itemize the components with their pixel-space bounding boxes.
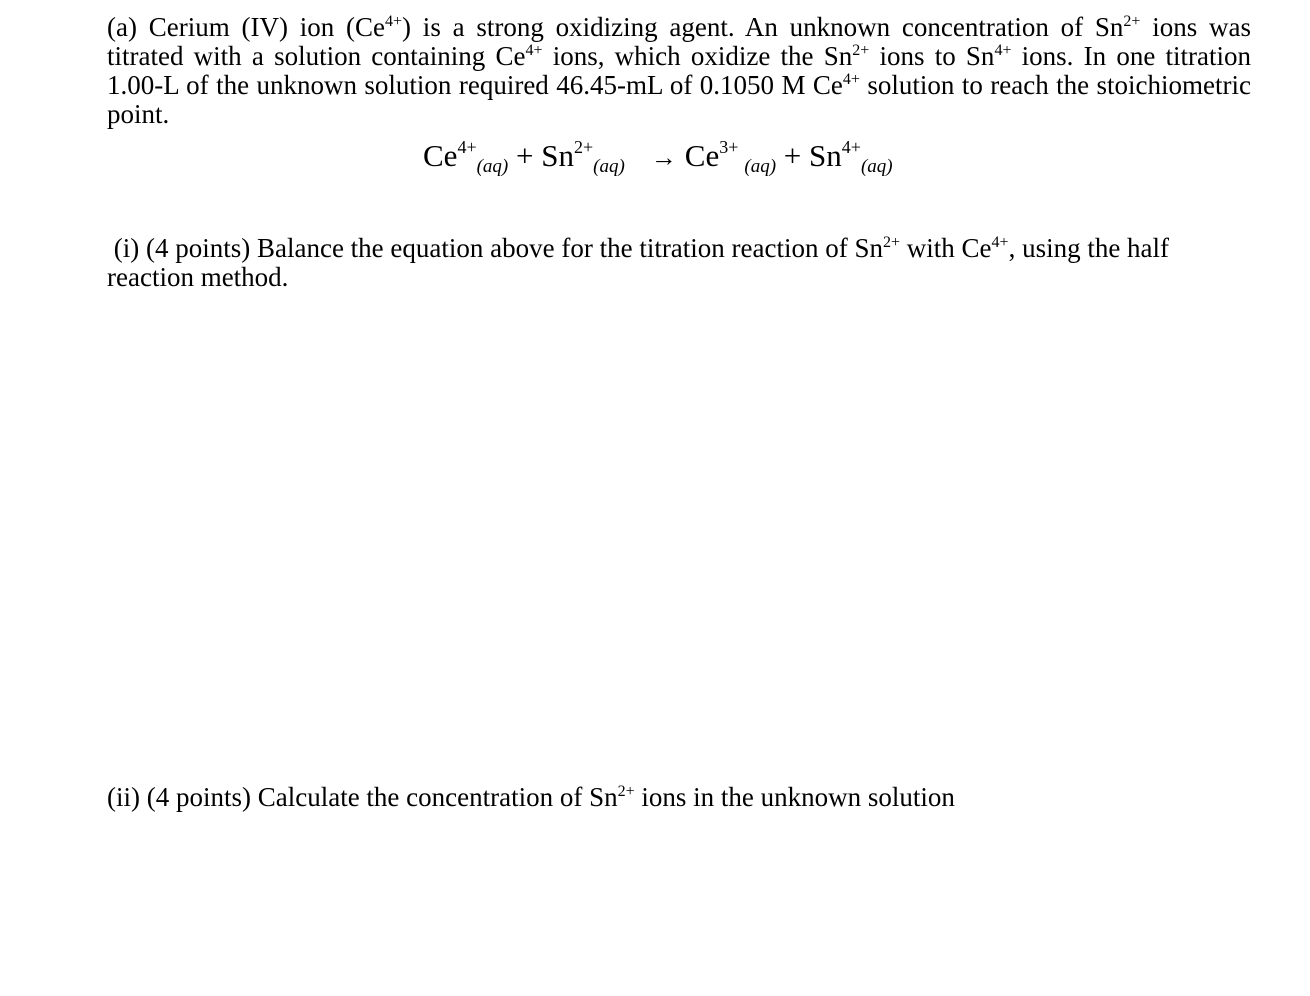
reactant-ce: Ce <box>423 138 458 173</box>
charge-superscript: 2+ <box>1123 13 1141 30</box>
text-run: (i) (4 points) Balance the equation above for the titration reaction of Sn <box>107 233 883 263</box>
charge-superscript: 2+ <box>573 137 594 157</box>
charge-superscript: 4+ <box>842 71 860 88</box>
plus-sign: + <box>776 138 810 173</box>
charge-superscript: 3+ <box>719 137 739 157</box>
charge-superscript: 4+ <box>991 234 1009 251</box>
state-label: (aq) <box>476 156 509 177</box>
text-run: solution to reach the stoichiometric point. <box>107 70 1251 129</box>
text-run: ions was titrated with a solution containing Ce <box>107 12 1251 71</box>
text-run: , using the half reaction method. <box>107 233 1170 292</box>
charge-superscript: 2+ <box>852 42 870 59</box>
text-run: ions. In one titration 1.00-L of the unknown solution required 46.45-mL of 0.1050 M Ce <box>107 41 1252 100</box>
reactant-sn: Sn <box>541 138 574 173</box>
charge-superscript: 2+ <box>617 783 635 800</box>
text-run: with Ce <box>900 233 992 263</box>
question-part-ii <box>107 783 1251 812</box>
text-run: ions, which oxidize the Sn <box>542 41 853 71</box>
text-run: ) is a strong oxidizing agent. An unknown concentration of Sn <box>402 12 1124 42</box>
charge-superscript: 4+ <box>525 42 543 59</box>
plus-sign: + <box>508 138 542 173</box>
product-ce: Ce <box>684 138 720 173</box>
product-sn: Sn <box>809 138 842 173</box>
state-label: (aq) <box>744 156 777 177</box>
charge-superscript: 4+ <box>841 137 861 157</box>
charge-superscript: 4+ <box>457 137 477 157</box>
question-a-text <box>107 13 1251 129</box>
charge-superscript: 4+ <box>994 42 1012 59</box>
charge-superscript: 2+ <box>883 234 901 251</box>
state-label: (aq) <box>860 156 893 177</box>
text-run: ions in the unknown solution <box>634 782 955 812</box>
reaction-arrow-icon: → <box>650 143 677 172</box>
state-label: (aq) <box>593 156 625 177</box>
charge-superscript: 4+ <box>385 13 403 30</box>
text-run: (a) Cerium (IV) ion (Ce <box>107 12 386 42</box>
reaction-equation <box>423 136 893 181</box>
question-part-i <box>107 234 1251 292</box>
text-run: ions to Sn <box>869 41 995 71</box>
text-run: (ii) (4 points) Calculate the concentration of Sn <box>107 782 618 812</box>
